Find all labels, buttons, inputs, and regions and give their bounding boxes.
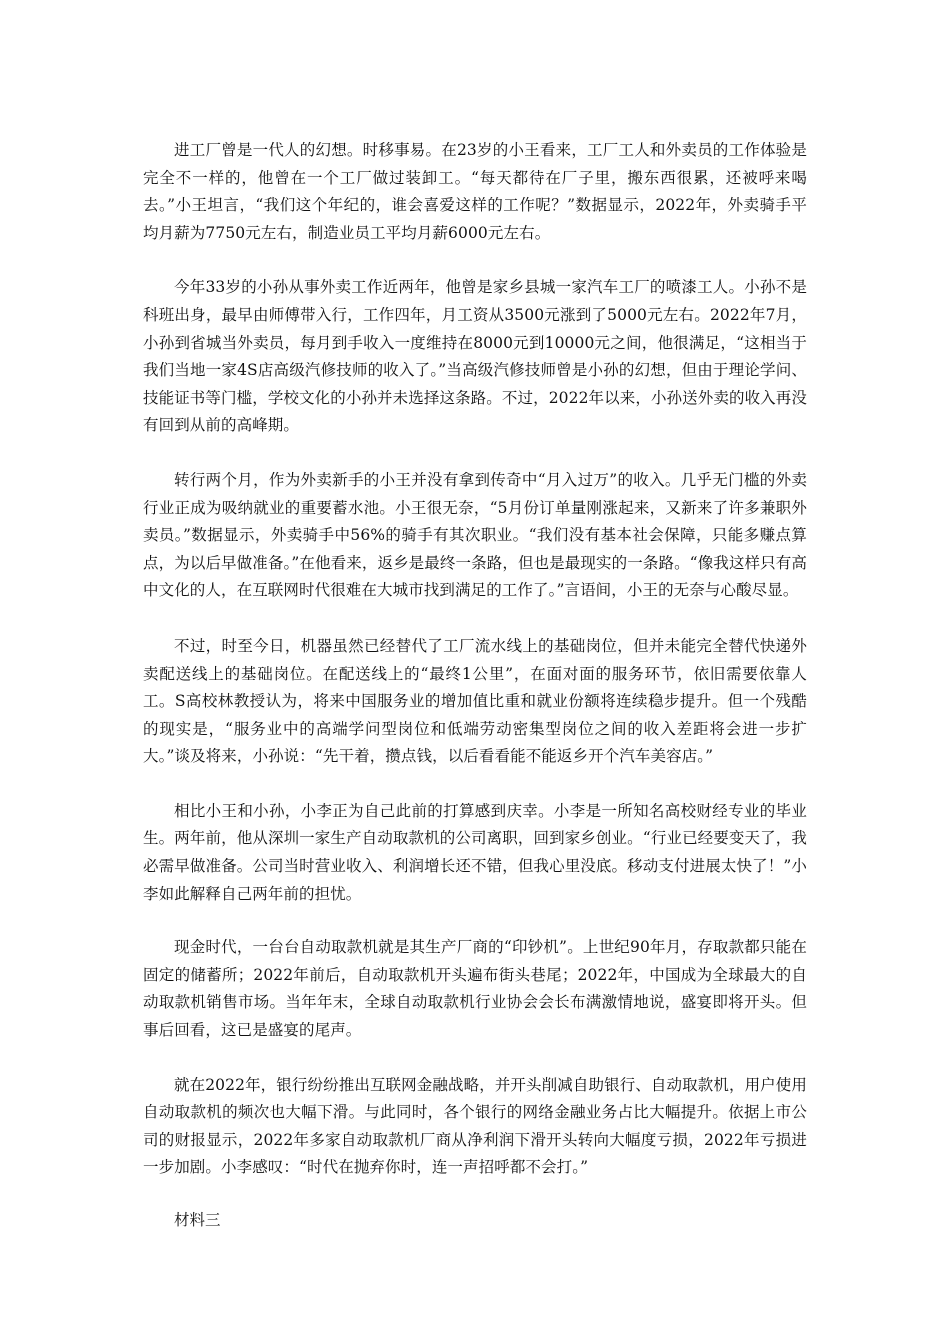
paragraph-2: 今年33岁的小孙从事外卖工作近两年，他曾是家乡县城一家汽车工厂的喷漆工人。小孙不是科班出身，最早由师傅带入行，工作四年，月工资从3500元涨到了5000元左右。2022年7月，小孙到省城当外卖员，每月到手收入一度维持在8000元到10000元之间，他很满足，“这相当于我们当地一家4S店高级汽修技师的收入了。”当高级汽修技师曾是小孙的幻想，但由于理论学问、技能证书等门槛，学校文化的小孙并未选择这条路。不过，2022年以来，小孙送外卖的收入再没有回到从前的高峰期。 — [143, 278, 807, 435]
document-page — [143, 137, 807, 1235]
paragraph-4: 不过，时至今日，机器虽然已经替代了工厂流水线上的基础岗位，但并未能完全替代快递外卖配送线上的基础岗位。在配送线上的“最终1公里”，在面对面的服务环节，依旧需要依靠人工。S高校林教授认为，将来中国服务业的增加值比重和就业份额将连续稳步提升。但一个残酷的现实是，“服务业中的高端学问型岗位和低端劳动密集型岗位之间的收入差距将会进一步扩大。”谈及将来，小孙说：“先干着，攒点钱，以后看看能不能返乡开个汽车美容店。” — [143, 636, 807, 766]
paragraph-6: 现金时代，一台台自动取款机就是其生产厂商的“印钞机”。上世纪90年月，存取款都只能在固定的储蓄所；2022年前后，自动取款机开头遍布街头巷尾；2022年，中国成为全球最大的自动取款机销售市场。当年年末，全球自动取款机行业协会会长布满激情地说，盛宴即将开头。但事后回看，这已是盛宴的尾声。 — [143, 938, 807, 1040]
paragraph-5: 相比小王和小孙，小李正为自己此前的打算感到庆幸。小李是一所知名高校财经专业的毕业生。两年前，他从深圳一家生产自动取款机的公司离职，回到家乡创业。“行业已经要变天了，我必需早做准备。公司当时营业收入、利润增长还不错，但我心里没底。移动支付进展太快了！”小李如此解释自己两年前的担忧。 — [143, 801, 807, 903]
paragraph-1: 进工厂曾是一代人的幻想。时移事易。在23岁的小王看来，工厂工人和外卖员的工作体验是完全不一样的，他曾在一个工厂做过装卸工。“每天都待在厂子里，搬东西很累，还被呼来喝去。”小王坦言，“我们这个年纪的，谁会喜爱这样的工作呢？”数据显示，2022年，外卖骑手平均月薪为7750元左右，制造业员工平均月薪6000元左右。 — [143, 141, 807, 242]
paragraph-7: 就在2022年，银行纷纷推出互联网金融战略，并开头削减自助银行、自动取款机，用户使用自动取款机的频次也大幅下滑。与此同时，各个银行的网络金融业务占比大幅提升。依据上市公司的财报显示，2022年多家自动取款机厂商从净利润下滑开头转向大幅度亏损，2022年亏损进一步加剧。小李感叹：“时代在抛弃你时，连一声招呼都不会打。” — [143, 1075, 807, 1177]
paragraph-3: 转行两个月，作为外卖新手的小王并没有拿到传奇中“月入过万”的收入。几乎无门槛的外卖行业正成为吸纳就业的重要蓄水池。小王很无奈，“5月份订单量刚涨起来，又新来了许多兼职外卖员。”数据显示，外卖骑手中56%的骑手有其次职业。“我们没有基本社会保障，只能多赚点算点，为以后早做准备。”在他看来，返乡是最终一条路，但也是最现实的一条路。“像我这样只有高中文化的人，在互联网时代很难在大城市找到满足的工作了。”言语间，小王的无奈与心酸尽显。 — [143, 470, 807, 600]
section-label: 材料三 — [174, 1211, 221, 1229]
